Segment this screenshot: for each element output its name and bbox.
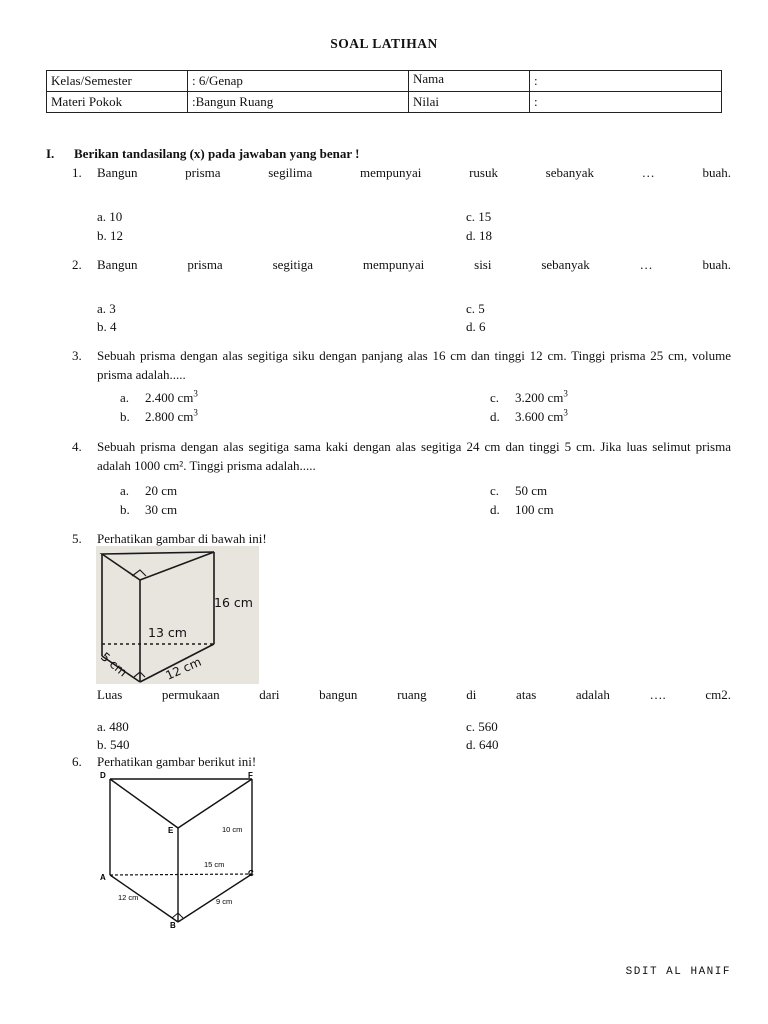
section-number: I. <box>46 146 55 161</box>
option-a[interactable]: a. 2.400 $cm^3$ <box>120 388 198 405</box>
question-number: 5. <box>72 531 82 546</box>
question-number: 2. <box>72 257 82 272</box>
section-heading <box>46 146 359 162</box>
kelas-label: Kelas/Semester <box>47 71 188 92</box>
vertex-d: D <box>100 771 106 780</box>
footer-school-name: SDIT AL HANIF <box>625 966 731 978</box>
question-number: 3. <box>72 348 82 363</box>
option-c[interactable]: c. 3.200 $cm^3$ <box>490 388 568 405</box>
question-text: Sebuah prisma dengan alas segitiga siku dengan panjang alas 16 cm dan tinggi 12 cm. Tinggi prisma 25 cm, volume prisma adalah..... <box>97 348 731 382</box>
option-b[interactable]: b. 540 <box>97 737 130 752</box>
vertex-f: F <box>248 771 253 780</box>
vertex-b: B <box>170 921 176 930</box>
option-d[interactable]: d. 100 cm <box>490 502 554 517</box>
option-b[interactable]: b. 2.800 $cm^3$ <box>120 407 198 424</box>
question-text: Bangun prisma segilima mempunyai rusuk sebanyak … buah. <box>97 165 731 180</box>
option-c[interactable]: c. 15 <box>466 209 492 224</box>
option-a[interactable]: a. 480 <box>97 719 129 734</box>
option-d[interactable]: d. 640 <box>466 737 499 752</box>
option-b[interactable]: b. 4 <box>97 319 117 334</box>
question-6 <box>72 752 731 771</box>
question-text: Bangun prisma segitiga mempunyai sisi sebanyak … buah. <box>97 257 731 272</box>
prism-photo-figure <box>96 546 259 684</box>
nama-value: : <box>530 71 722 92</box>
vertex-e: E <box>168 826 174 835</box>
ac-label: 15 cm <box>204 860 225 869</box>
height-label: 16 cm <box>214 595 253 610</box>
materi-value: :Bangun Ruang <box>188 92 409 113</box>
question-number: 6. <box>72 754 82 769</box>
vertex-a: A <box>100 873 106 882</box>
question-number: 4. <box>72 439 82 454</box>
option-a[interactable]: a. 3 <box>97 301 116 316</box>
mid-label: 13 cm <box>148 625 187 640</box>
height-label: 10 cm <box>222 825 243 834</box>
ab-label: 12 cm <box>118 893 139 902</box>
question-4 <box>72 437 731 475</box>
materi-label: Materi Pokok <box>47 92 188 113</box>
question-2 <box>72 255 731 274</box>
question-5-prompt <box>72 685 731 704</box>
option-d[interactable]: d. 18 <box>466 228 492 243</box>
question-3 <box>72 346 731 384</box>
student-info-table <box>46 70 722 113</box>
option-b[interactable]: b. 12 <box>97 228 123 243</box>
option-d[interactable]: d. 6 <box>466 319 486 334</box>
option-a[interactable]: a. 20 cm <box>120 483 178 498</box>
prism-diagram-figure <box>92 770 272 930</box>
question-number: 1. <box>72 165 82 180</box>
nilai-value: : <box>530 92 722 113</box>
section-title: Berikan tandasilang (x) pada jawaban yang benar ! <box>74 146 360 161</box>
option-c[interactable]: c. 50 cm <box>490 483 548 498</box>
left-label: 5 cm <box>98 649 130 680</box>
option-c[interactable]: c. 560 <box>466 719 498 734</box>
option-d[interactable]: d. 3.600 $cm^3$ <box>490 407 568 424</box>
question-text: Sebuah prisma dengan alas segitiga sama kaki dengan alas segitiga 24 cm dan tinggi 5 cm. Jika luas selimut prisma adalah 1000 cm². Tinggi prisma adalah..... <box>97 439 731 473</box>
option-b[interactable]: b. 30 cm <box>120 502 178 517</box>
option-a[interactable]: a. 10 <box>97 209 123 224</box>
base-label: 12 cm <box>163 654 204 683</box>
question-1 <box>72 163 731 182</box>
question-text: Luas permukaan dari bangun ruang di atas adalah …. cm2. <box>97 687 731 702</box>
bc-label: 9 cm <box>216 897 233 906</box>
question-text: Perhatikan gambar berikut ini! <box>97 754 257 769</box>
nama-label: Nama <box>409 71 530 92</box>
page-title: SOAL LATIHAN <box>330 36 438 51</box>
vertex-c: C <box>248 869 254 878</box>
kelas-value: : 6/Genap <box>188 71 409 92</box>
nilai-label: Nilai <box>409 92 530 113</box>
question-text: Perhatikan gambar di bawah ini! <box>97 531 267 546</box>
option-c[interactable]: c. 5 <box>466 301 485 316</box>
